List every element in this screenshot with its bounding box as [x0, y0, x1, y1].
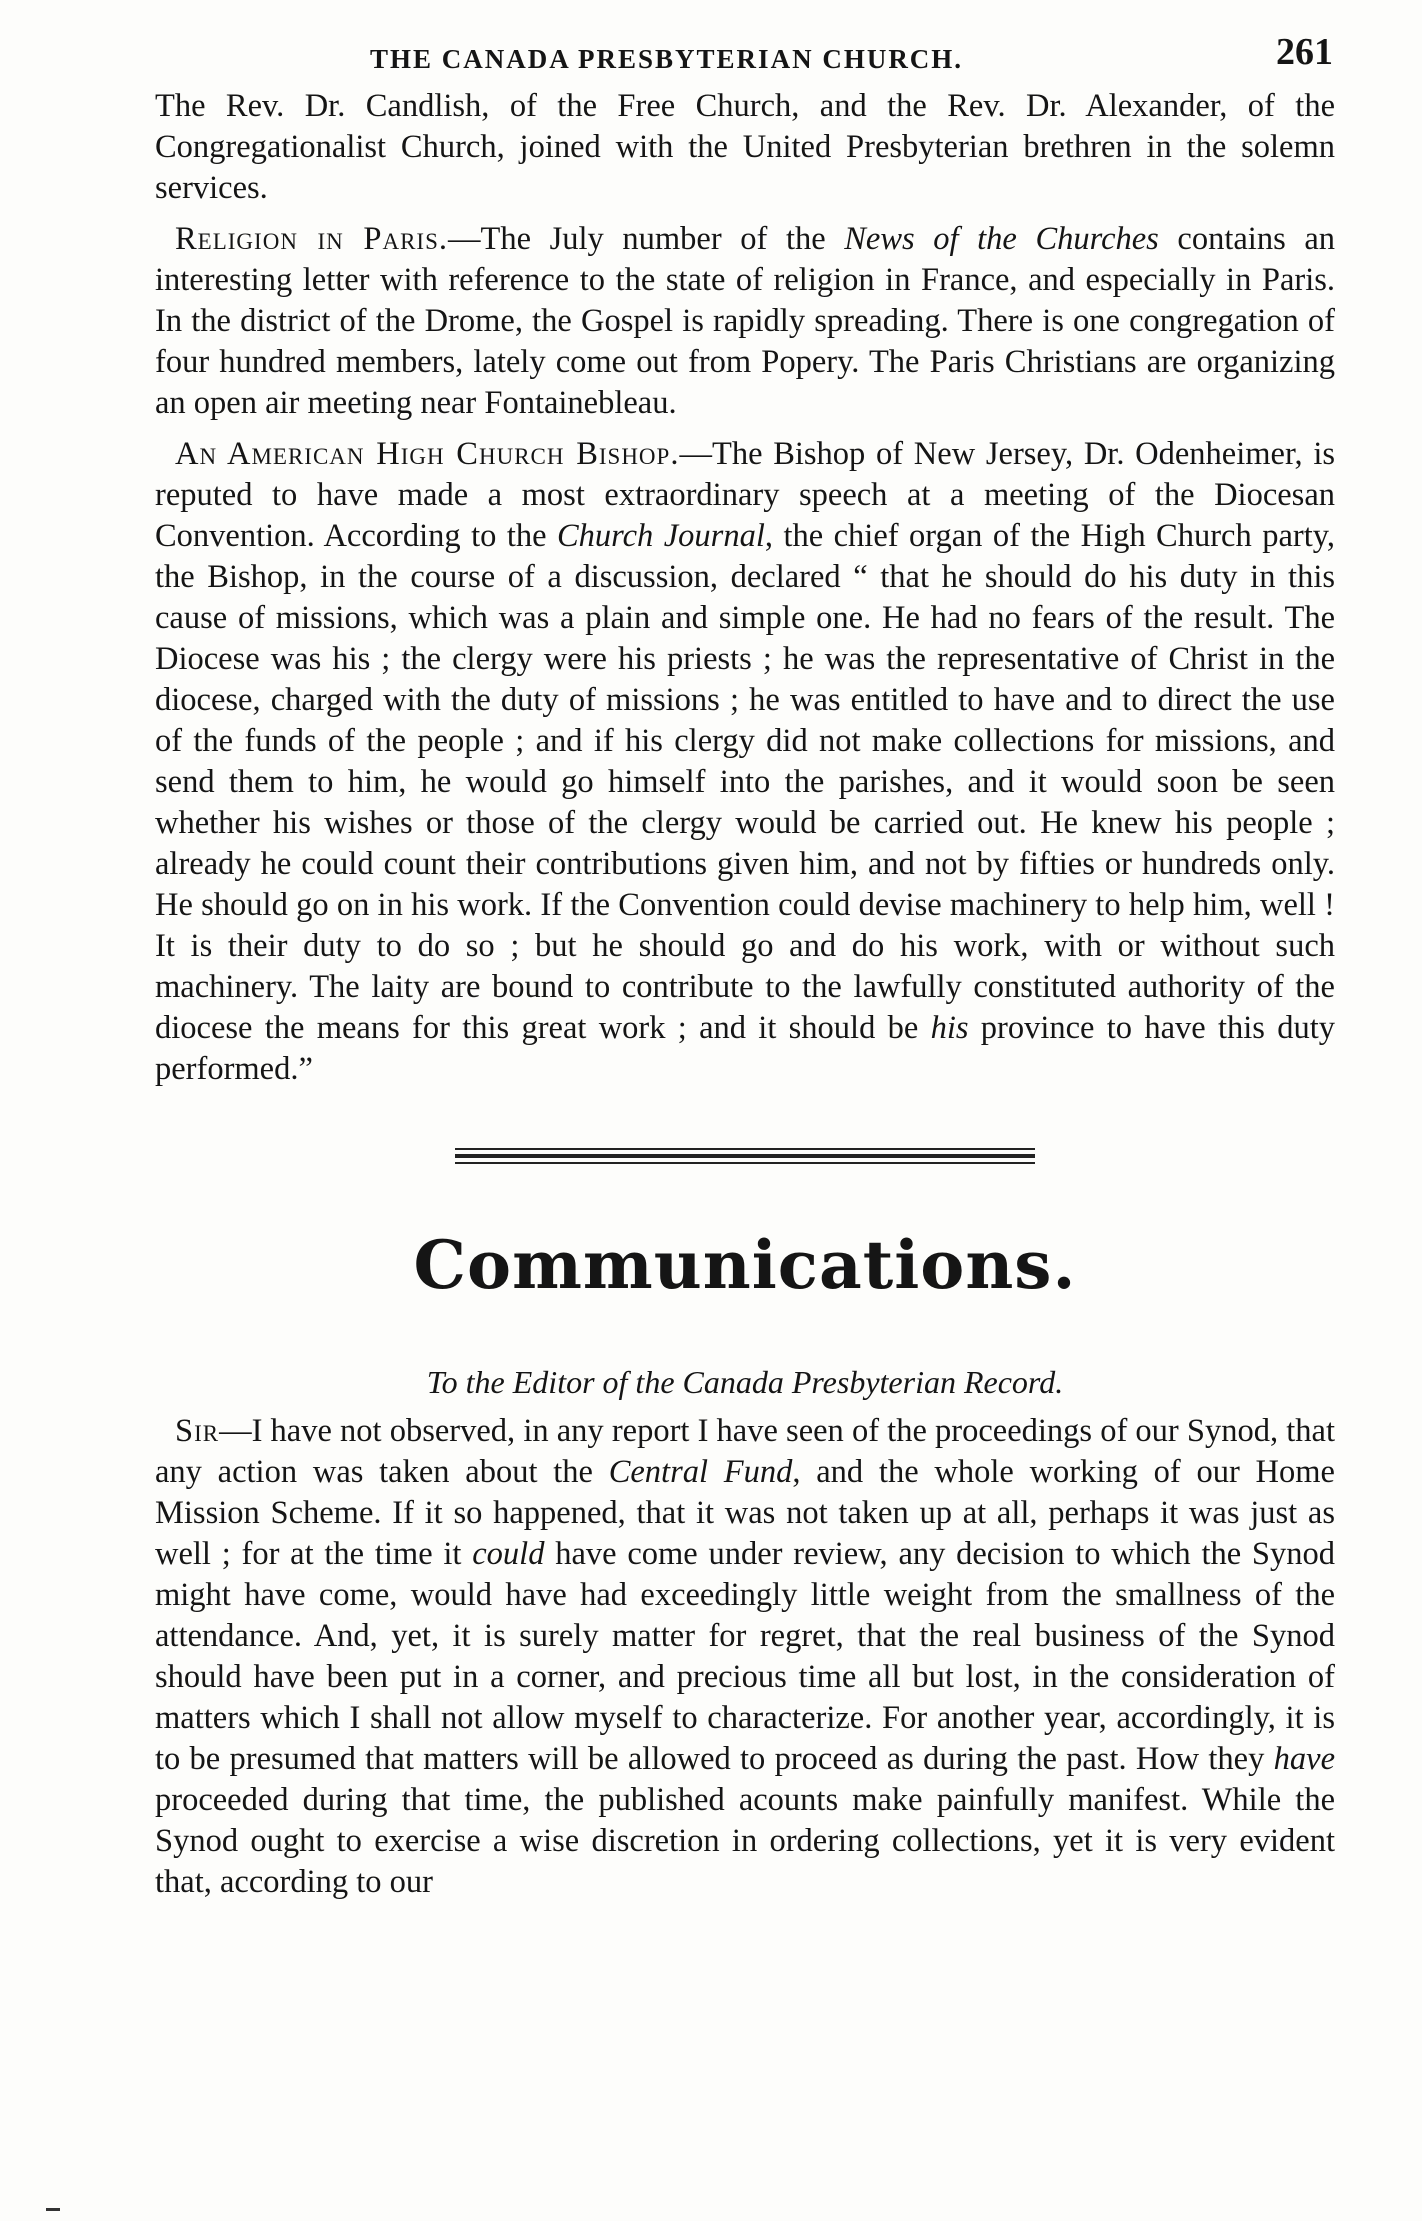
letter-text: have come under review, any decision to which the Synod might have come, would have had exceedingly little weight from the smallness of the attendance. And, yet, it is surely matter for regret, that the real business of the Synod should have been put in a corner, and precious time all but lost, in the consideration of matters which I shall not allow myself to characterize. For another year, accordingly, it is to be presumed that matters will be allowed to proceed as during the past. How they	[155, 1536, 1335, 1777]
paragraph-text: , the chief organ of the High Church party, the Bishop, in the course of a discussion, declared “ that he should do his duty in this cause of missions, which was a plain and simple one. He had no fears of the result. The Diocese was his ; the clergy were his priests ; he was the representative of Christ in the diocese, charged with the duty of missions ; he was entitled to have and to direct the use of the funds of the people ; and if his clergy did not make collections for missions, and send them to him, he would go himself into the parishes, and it would soon be seen whether his wishes or those of the clergy would be carried out. He knew his people ; already he could count their contributions given him, and not by fifties or hundreds only. He should go on in his work. If the Convention could devise machinery to help him, well ! It is their duty to do so ; but he should go and do his work, with or without such machinery. The laity are bound to contribute to the lawfully constituted authority of the diocese the means for this great work ; and it should be	[155, 518, 1335, 1046]
running-header	[155, 30, 1335, 86]
letter-address: To the Editor of the Canada Presbyterian Record.	[426, 1364, 1064, 1400]
page-number: 261	[1276, 31, 1333, 73]
paragraph-religion-in-paris	[155, 219, 1335, 424]
publication-title: News of the Churches	[844, 221, 1159, 257]
paragraph-candlish: The Rev. Dr. Candlish, of the Free Church, and the Rev. Dr. Alexander, of the Congregationalist Church, joined with the United Presbyterian brethren in the solemn services.	[155, 88, 1335, 206]
paragraph-heading: An American High Church Bishop.	[175, 436, 680, 472]
paragraph-text: contains an interesting letter with reference to the state of religion in France, and especially in Paris. In the district of the Drome, the Gospel is rapidly spreading. There is one congregation of four hundred members, lately come out from Popery. The Paris Christians are organizing an open air meeting near Fontainebleau.	[155, 221, 1336, 421]
print-mark	[46, 2208, 60, 2211]
document-page	[155, 30, 1335, 1903]
letter-text: proceeded during that time, the published acounts make painfully manifest. While the Synod ought to exercise a wise discretion in ordering collections, yet it is very evident that, according to our	[155, 1782, 1335, 1900]
section-title: Communications.	[413, 1226, 1077, 1304]
running-title: THE CANADA PRESBYTERIAN CHURCH.	[370, 44, 964, 74]
emphasis: Central Fund	[608, 1454, 793, 1490]
letter-body	[155, 1411, 1335, 1903]
paragraph-text: province to have this duty performed.”	[155, 1010, 1335, 1087]
letter-text: —I have not observed, in any report I have seen of the proceedings of our Synod, that any action was taken about the	[155, 1413, 1335, 1490]
divider-line	[455, 1162, 1035, 1164]
emphasis: have	[1273, 1741, 1335, 1777]
divider-line	[455, 1154, 1035, 1158]
publication-title: Church Journal	[557, 518, 765, 554]
section-divider	[455, 1148, 1035, 1164]
divider-line	[455, 1148, 1035, 1150]
paragraph-text: —The July number of the	[448, 221, 845, 257]
paragraph-text: —The Bishop of New Jersey, Dr. Odenheimer, is reputed to have made a most extraordinary speech at a meeting of the Diocesan Convention. According to the	[155, 436, 1335, 554]
paragraph-heading: Religion in Paris.	[175, 221, 448, 257]
paragraph-high-church-bishop	[155, 434, 1335, 1090]
letter-text: , and the whole working of our Home Mission Scheme. If it so happened, that it was not taken up at all, perhaps it was just as well ; for at the time it	[155, 1454, 1335, 1572]
emphasis: his	[930, 1010, 969, 1046]
emphasis: could	[472, 1536, 545, 1572]
salutation: Sir	[175, 1413, 220, 1449]
